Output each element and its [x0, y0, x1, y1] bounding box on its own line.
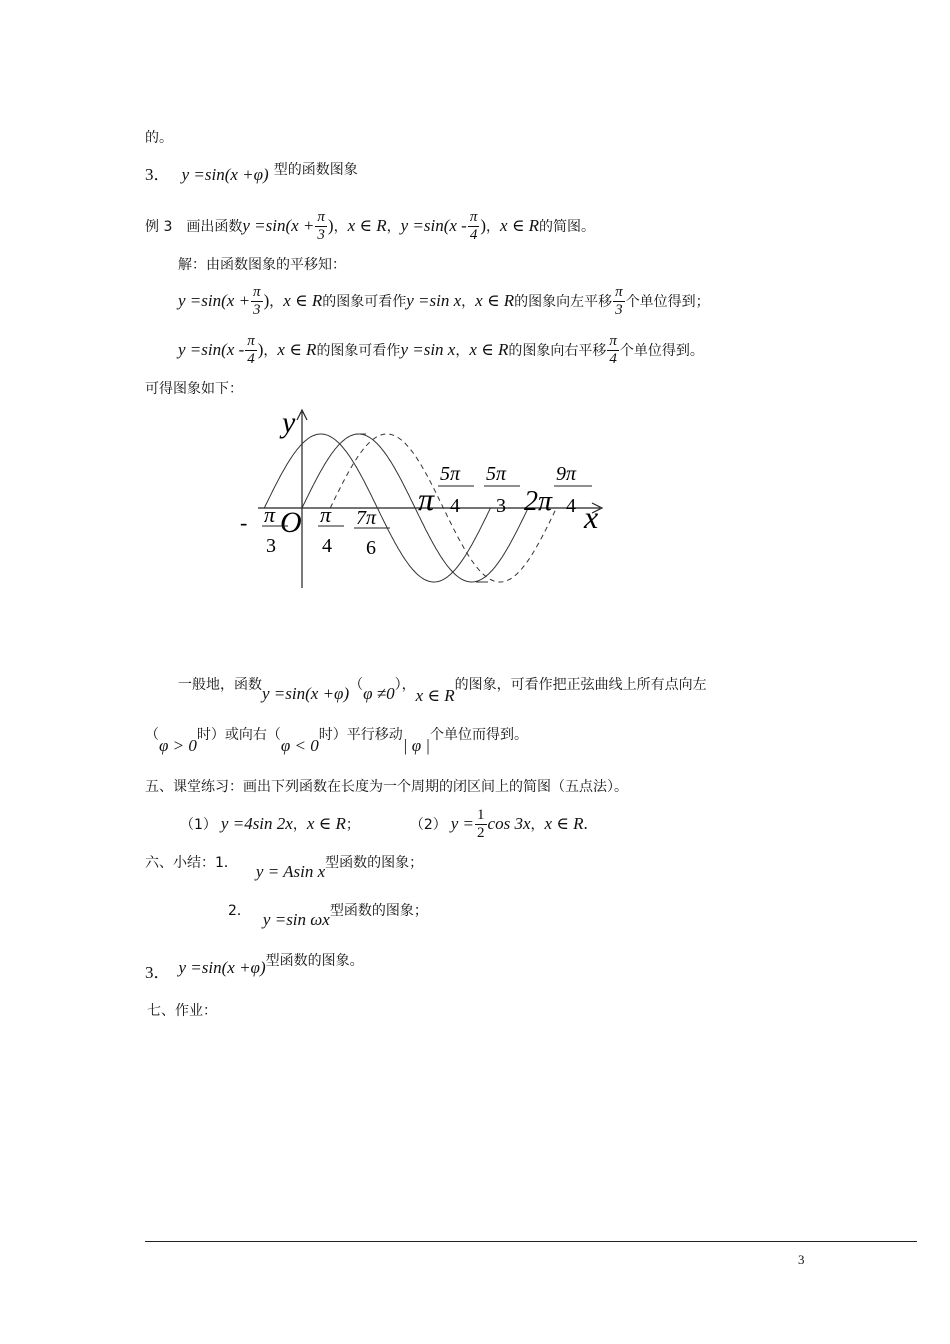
svg-text:5π: 5π: [440, 463, 461, 485]
exercise-2-func: y =: [450, 814, 475, 833]
paren-close: ): [327, 216, 334, 235]
solution-line-2: [178, 327, 704, 373]
domain: x ∈ R: [469, 340, 509, 359]
section-3-formula: y =sin(x +φ): [181, 165, 269, 184]
label-2pi: 2π: [524, 486, 553, 517]
text: 的图象，可看作把正弦曲线上所有点向左: [454, 677, 707, 693]
x-axis-label: x: [584, 499, 599, 535]
summary-func-1: y = Asin x: [255, 862, 326, 881]
text: 的图象可看作: [316, 343, 401, 359]
item-number: 2．: [228, 903, 251, 919]
paren-close: ），: [394, 677, 416, 693]
paren-open: （: [145, 727, 159, 743]
base-func: y =sin x: [400, 340, 456, 359]
label-7pi-over-6: [354, 507, 390, 559]
label-pi: π: [418, 481, 435, 517]
domain: x ∈ R: [277, 340, 317, 359]
condition-negative: φ < 0: [280, 736, 319, 755]
text: 的图象可看作: [322, 294, 407, 310]
comma: ，: [455, 343, 470, 359]
func-left: y =sin(x +: [178, 291, 251, 310]
func-left: y =sin(x -: [178, 340, 245, 359]
comma: ，: [486, 219, 501, 235]
minus-sign: -: [240, 510, 248, 535]
item-number: 3．: [145, 963, 171, 982]
text: 的图象向右平移: [508, 343, 607, 359]
paren-close: ): [480, 216, 487, 235]
domain: x ∈ R: [475, 291, 515, 310]
fraction: $\frac{\pi}{4}$: [247, 332, 255, 367]
solution-line-1: [178, 278, 710, 324]
condition-positive: φ > 0: [159, 736, 197, 755]
graph-intro: 可得图象如下：: [145, 381, 243, 397]
fraction: $\frac{\pi}{3}$: [253, 283, 261, 318]
shift-fraction: $\frac{\pi}{4}$: [609, 332, 617, 367]
text: 型函数的图象。: [265, 953, 364, 969]
paren-close: ): [263, 291, 270, 310]
section-6-item-2: [228, 900, 428, 936]
text: 型函数的图象；: [329, 903, 428, 919]
origin-label: O: [280, 506, 302, 539]
domain-1: x ∈ R: [347, 216, 387, 235]
section-6-item-1: [145, 852, 423, 888]
comma: ，: [333, 219, 348, 235]
shift-fraction: $\frac{\pi}{3}$: [615, 283, 623, 318]
example-tail: 的简图。: [539, 219, 596, 235]
footer-rule: [145, 1241, 917, 1242]
semicolon: ；: [345, 817, 360, 833]
svg-text:9π: 9π: [556, 463, 577, 485]
domain: x ∈ R: [415, 686, 455, 705]
section-7-title: 七、作业：: [147, 1003, 217, 1019]
y-axis-label: y: [282, 406, 296, 439]
svg-text:4: 4: [322, 535, 332, 557]
absolute-phi: | φ |: [402, 736, 431, 755]
comma: ，: [263, 343, 278, 359]
svg-text:4: 4: [450, 495, 460, 517]
comma: ，: [269, 294, 284, 310]
section-3-text: 型的函数图象: [273, 162, 358, 178]
svg-text:3: 3: [266, 535, 276, 557]
page-number: 3: [798, 1252, 805, 1267]
text: 个单位得到；: [625, 294, 710, 310]
comma: ，: [386, 219, 401, 235]
comma: ，: [461, 294, 476, 310]
domain: x ∈ R: [544, 814, 584, 833]
comma: ，: [530, 817, 545, 833]
svg-text:6: 6: [366, 537, 376, 559]
section-5-title: 五、课堂练习：画出下列函数在长度为一个周期的闭区间上的简图（五点法）。: [145, 779, 628, 795]
text: 时）平行移动: [318, 727, 403, 743]
period: .: [583, 814, 588, 833]
svg-text:7π: 7π: [356, 507, 377, 529]
general-statement-line-1: [178, 668, 707, 708]
paren-close: ): [257, 340, 264, 359]
paren-open: （: [349, 677, 364, 693]
text: 一般地，函数: [178, 677, 262, 693]
text: 个单位而得到。: [430, 727, 529, 743]
general-func: y =sin(x +φ): [262, 684, 350, 703]
domain: x ∈ R: [306, 814, 346, 833]
example-3-label: 例 3 画出函数: [145, 219, 243, 235]
text: 型函数的图象；: [325, 855, 424, 871]
svg-text:5π: 5π: [486, 463, 507, 485]
summary-func-2: y =sin ωx: [262, 910, 330, 929]
comma: ，: [292, 817, 307, 833]
example-func-2: y =sin(x -: [400, 216, 467, 235]
section-6-item-3: [145, 950, 364, 986]
exercise-1-func: y =4sin 2x: [220, 814, 293, 833]
text: 的图象向左平移: [514, 294, 613, 310]
sine-graph: [230, 400, 630, 600]
exercise-2-label: （2）: [409, 817, 447, 833]
svg-text:4: 4: [566, 495, 576, 517]
domain-2: x ∈ R: [500, 216, 540, 235]
summary-func-3: y =sin(x +φ): [178, 958, 266, 977]
svg-text:3: 3: [496, 495, 506, 517]
svg-text:π: π: [264, 502, 276, 527]
svg-text:π: π: [320, 502, 332, 527]
exercise-2-func-cos: cos 3x: [487, 814, 531, 833]
label-pi-over-4: [318, 502, 344, 557]
fraction-pi-over-3: $\frac{\pi}{3}$: [317, 208, 325, 243]
text: 时）或向右（: [196, 727, 281, 743]
section-6-title: 六、小结：1．: [145, 855, 238, 871]
base-func: y =sin x: [406, 291, 462, 310]
general-statement-line-2: [145, 724, 528, 760]
paragraph-ending: 的。: [145, 130, 173, 146]
solution-intro: 解：由函数图象的平移知：: [178, 257, 346, 273]
example-3: [145, 203, 595, 249]
section-3-heading: [145, 160, 358, 185]
exercise-1-label: （1）: [180, 817, 217, 833]
section-3-number: 3．: [145, 165, 171, 184]
fraction-pi-over-4: $\frac{\pi}{4}$: [469, 208, 478, 243]
domain: x ∈ R: [283, 291, 323, 310]
text: 个单位得到。: [619, 343, 704, 359]
example-func-1: y =sin(x +: [242, 216, 315, 235]
fraction-one-half: $\frac{1}{2}$: [477, 806, 485, 841]
exercise-row: [180, 802, 588, 846]
condition: φ ≠0: [363, 684, 395, 703]
label-5pi-over-3: [484, 463, 520, 517]
